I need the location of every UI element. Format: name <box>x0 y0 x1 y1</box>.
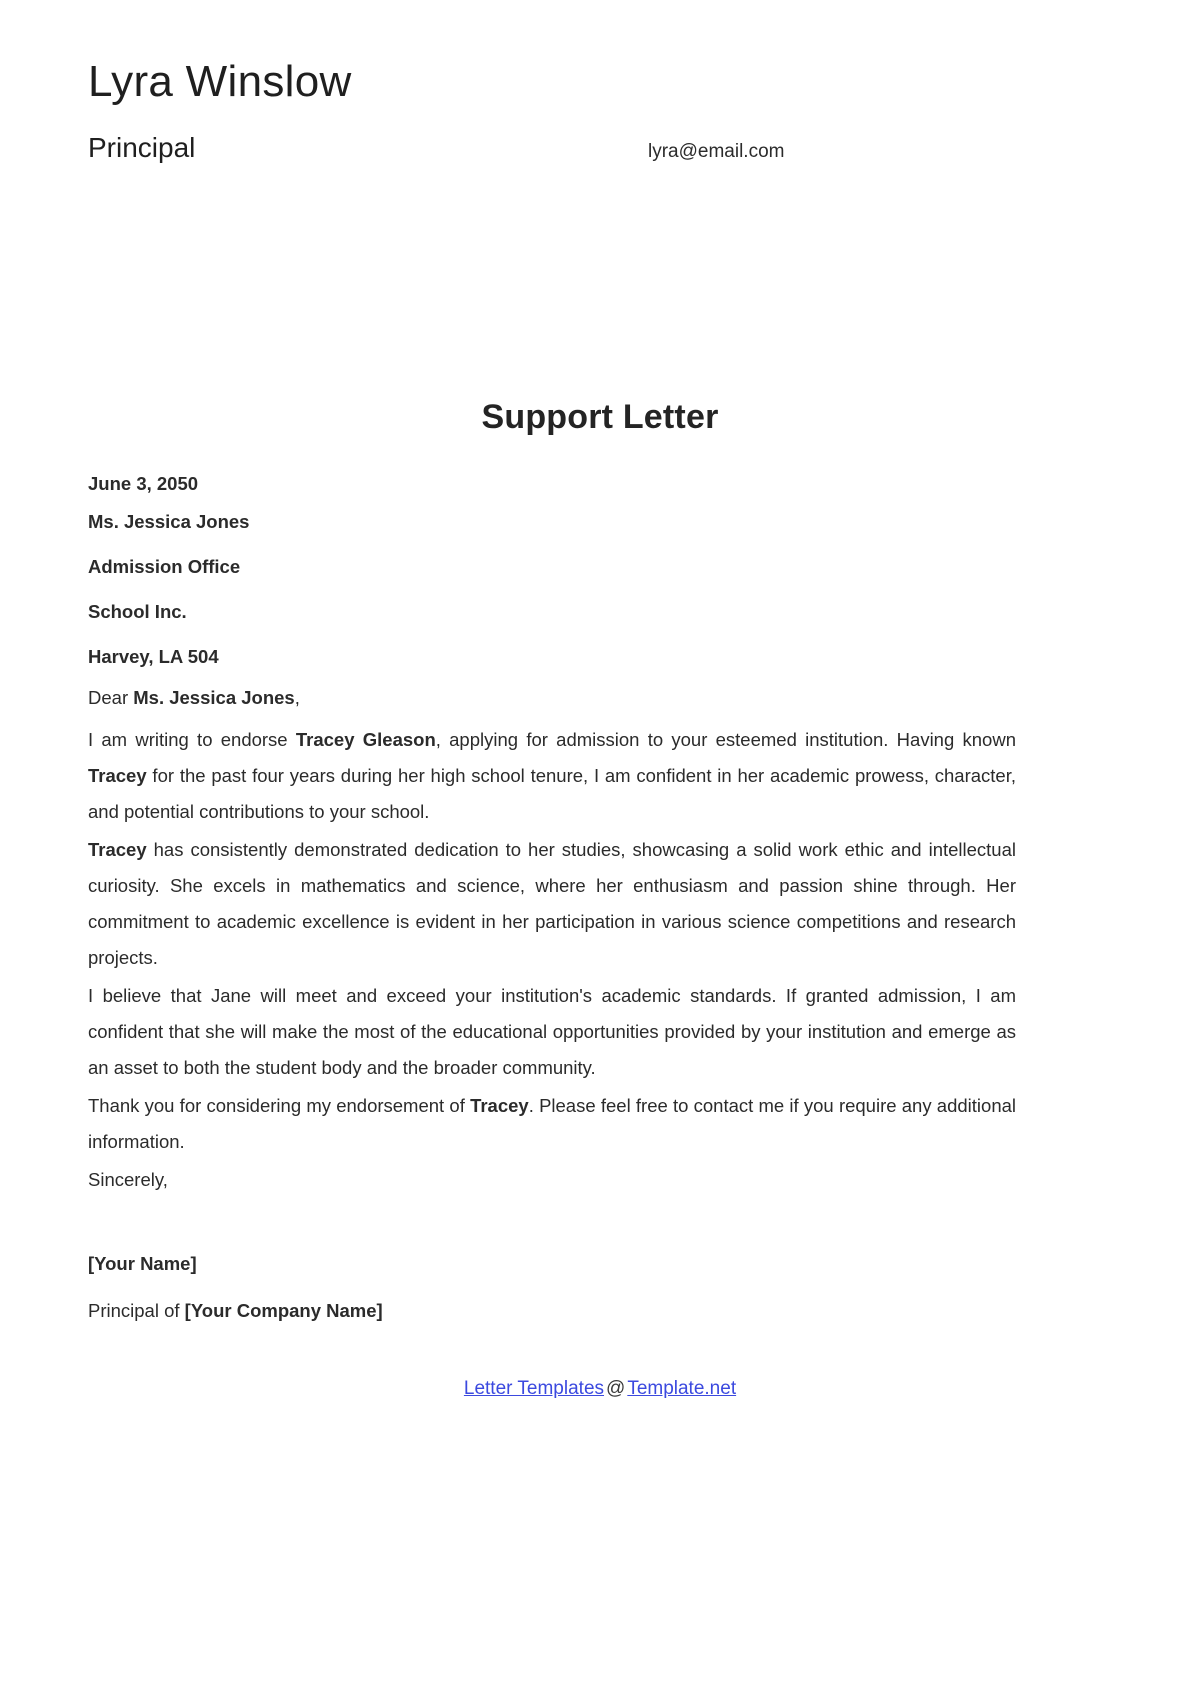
recipient-department: Admission Office <box>88 555 241 577</box>
letter-body <box>88 472 1016 1322</box>
recipient-name: Ms. Jessica Jones <box>88 510 250 532</box>
p1-part-c: , applying for admission to your esteemed institution. Having known <box>435 728 1016 750</box>
letter-date: June 3, 2050 <box>88 473 199 494</box>
footer-separator: @ <box>606 1378 626 1399</box>
p4-candidate-first-name: Tracey <box>470 1095 529 1117</box>
paragraph-1 <box>88 722 1016 830</box>
p1-candidate-first-name: Tracey <box>88 764 147 786</box>
recipient-organization: School Inc. <box>88 600 187 622</box>
sender-email: lyra@email.com <box>648 141 785 163</box>
salutation-name: Ms. Jessica Jones <box>133 686 295 708</box>
footer <box>0 1378 1200 1400</box>
p1-part-a: I am writing to endorse <box>88 728 296 750</box>
letterhead-row <box>88 132 1112 164</box>
salutation-prefix: Dear <box>88 686 134 708</box>
sender-job-title: Principal <box>88 132 196 164</box>
recipient-address: Harvey, LA 504 <box>88 645 219 667</box>
footer-link-letter-templates[interactable]: Letter Templates <box>463 1378 605 1399</box>
p3-part-a: I believe that Jane will meet and exceed your institution's academic standards. If granted admission, I am confident that she will make the most of the educational opportunities provided by your institution and emerge as an asset to both the student body and the broader community. <box>88 985 1016 1079</box>
paragraph-3 <box>88 978 1016 1086</box>
salutation-suffix: , <box>294 686 300 708</box>
p4-part-c: . Please feel free to contact me if you require any additional information. <box>88 1095 1017 1153</box>
sender-name: Lyra Winslow <box>88 57 352 106</box>
p2-candidate-first-name: Tracey <box>88 838 147 860</box>
p4-part-a: Thank you for considering my endorsement of <box>88 1095 471 1117</box>
signature-name: [Your Name] <box>88 1253 197 1275</box>
salutation <box>88 684 1016 712</box>
signature-role-prefix: Principal of <box>88 1300 185 1322</box>
signature-company: [Your Company Name] <box>184 1300 383 1322</box>
p1-candidate-full-name: Tracey Gleason <box>295 728 436 750</box>
paragraph-2 <box>88 832 1016 976</box>
paragraph-4 <box>88 1088 1016 1160</box>
closing-sincerely: Sincerely, <box>88 1169 168 1191</box>
signature-role <box>88 1300 1016 1322</box>
p1-part-e: for the past four years during her high school tenure, I am confident in her academic prowess, character, and potential contributions to your school. <box>88 764 1016 822</box>
page-title: Support Letter <box>481 398 719 436</box>
letterhead <box>88 58 1112 164</box>
footer-link-template-net[interactable]: Template.net <box>627 1378 737 1399</box>
p2-part-b: has consistently demonstrated dedication to her studies, showcasing a solid work ethic and intellectual curiosity. She excels in mathematics and science, where her enthusiasm and passion shine through. Her commitment to academic excellence is evident in her participation in various science competitions and research projects. <box>88 838 1016 968</box>
